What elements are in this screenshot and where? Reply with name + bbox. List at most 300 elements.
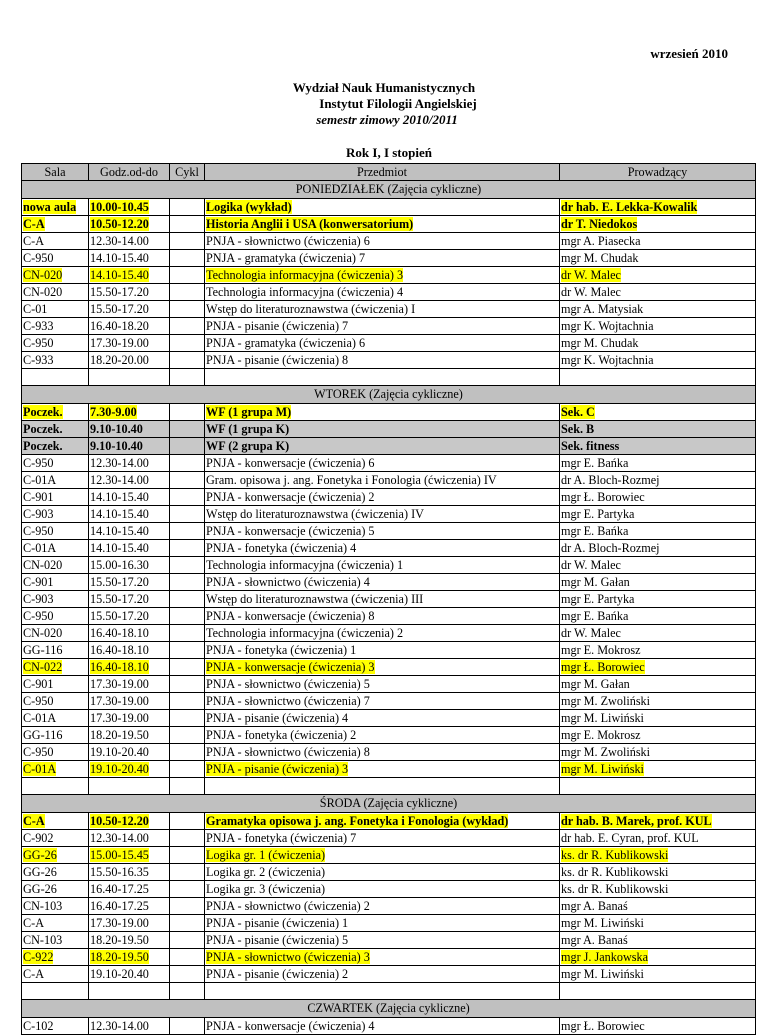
time-cell-text: 16.40-18.20: [90, 318, 149, 333]
time-cell-text: 14.10-15.40: [90, 506, 149, 521]
room-cell: [22, 523, 89, 540]
cycle-cell: [170, 335, 205, 352]
teacher-cell: [560, 216, 756, 233]
subject-cell: [205, 199, 560, 216]
cycle-cell: [170, 591, 205, 608]
time-cell-text: 19.10-20.40: [90, 966, 149, 981]
teacher-cell: [560, 574, 756, 591]
cycle-cell: [170, 761, 205, 778]
time-cell-text: 14.10-15.40: [90, 267, 149, 282]
time-cell-text: 12.30-14.00: [90, 233, 149, 248]
time-cell-text: 17.30-19.00: [90, 676, 149, 691]
teacher-cell: [560, 540, 756, 557]
time-cell: [89, 250, 170, 267]
teacher-cell-text: dr T. Niedokos: [561, 216, 638, 231]
subject-cell-text: PNJA - konwersacje (ćwiczenia) 4: [206, 1018, 375, 1033]
table-row: [22, 540, 756, 557]
time-cell-text: 15.50-17.20: [90, 284, 149, 299]
subject-cell: [205, 284, 560, 301]
room-cell: [22, 693, 89, 710]
subject-cell-text: PNJA - pisanie (ćwiczenia) 2: [206, 966, 349, 981]
teacher-cell-text: dr A. Bloch-Rozmej: [561, 472, 660, 487]
subject-cell-text: PNJA - gramatyka (ćwiczenia) 7: [206, 250, 366, 265]
room-cell-text: C-A: [23, 915, 44, 930]
subject-cell: [205, 949, 560, 966]
time-cell: [89, 932, 170, 949]
teacher-cell: [560, 284, 756, 301]
table-row: [22, 898, 756, 915]
time-cell: [89, 318, 170, 335]
subject-cell: [205, 318, 560, 335]
teacher-cell: [560, 455, 756, 472]
room-cell: [22, 813, 89, 830]
table-row: [22, 352, 756, 369]
subject-cell-text: Historia Anglii i USA (konwersatorium): [206, 216, 414, 231]
subject-cell-text: PNJA - konwersacje (ćwiczenia) 6: [206, 455, 375, 470]
column-header-przedmiot: Przedmiot: [205, 164, 560, 181]
teacher-cell: [560, 676, 756, 693]
teacher-cell: [560, 489, 756, 506]
subject-cell: [205, 693, 560, 710]
column-header-godz: Godz.od-do: [89, 164, 170, 181]
room-cell: [22, 932, 89, 949]
room-cell-text: C-A: [23, 813, 45, 828]
subject-cell-text: Logika (wykład): [206, 199, 292, 214]
time-cell-text: 18.20-20.00: [90, 352, 149, 367]
table-row: [22, 864, 756, 881]
room-cell: [22, 744, 89, 761]
empty-cell: [205, 778, 560, 795]
time-cell: [89, 301, 170, 318]
subject-cell-text: WF (1 grupa M): [206, 404, 292, 419]
day-header-row: [22, 181, 756, 199]
time-cell: [89, 710, 170, 727]
day-header-label: CZWARTEK (Zajęcia cykliczne): [22, 1000, 756, 1018]
room-cell-text: GG-26: [23, 864, 57, 879]
time-cell: [89, 625, 170, 642]
teacher-cell: [560, 744, 756, 761]
time-cell-text: 15.00-16.30: [90, 557, 149, 572]
teacher-cell-text: dr hab. B. Marek, prof. KUL: [561, 813, 712, 828]
time-cell: [89, 642, 170, 659]
teacher-cell-text: ks. dr R. Kublikowski: [561, 847, 669, 862]
room-cell-text: C-102: [23, 1018, 54, 1033]
cycle-cell: [170, 915, 205, 932]
cycle-cell: [170, 813, 205, 830]
cycle-cell: [170, 898, 205, 915]
time-cell: [89, 199, 170, 216]
document-date: wrzesień 2010: [650, 46, 728, 61]
time-cell: [89, 761, 170, 778]
institute-name: [0, 96, 768, 112]
table-row: [22, 455, 756, 472]
time-cell: [89, 352, 170, 369]
time-cell: [89, 949, 170, 966]
cycle-cell: [170, 693, 205, 710]
time-cell-text: 9.10-10.40: [90, 421, 143, 436]
teacher-cell: [560, 404, 756, 421]
teacher-cell-text: mgr J. Jankowska: [561, 949, 648, 964]
subject-cell: [205, 250, 560, 267]
empty-cell: [560, 778, 756, 795]
room-cell: [22, 250, 89, 267]
room-cell: [22, 404, 89, 421]
time-cell-text: 10.00-10.45: [90, 199, 149, 214]
subject-cell: [205, 335, 560, 352]
table-row: [22, 318, 756, 335]
time-cell-text: 18.20-19.50: [90, 949, 149, 964]
room-cell-text: C-01A: [23, 761, 57, 776]
room-cell: [22, 966, 89, 983]
day-header-label: WTOREK (Zajęcia cykliczne): [22, 386, 756, 404]
time-cell: [89, 676, 170, 693]
time-cell-text: 15.50-17.20: [90, 608, 149, 623]
room-cell-text: CN-020: [23, 557, 63, 572]
teacher-cell: [560, 659, 756, 676]
room-cell-text: Poczek.: [23, 421, 63, 436]
teacher-cell-text: mgr A. Piasecka: [561, 233, 641, 248]
room-cell: [22, 676, 89, 693]
teacher-cell: [560, 557, 756, 574]
room-cell: [22, 233, 89, 250]
cycle-cell: [170, 455, 205, 472]
cycle-cell: [170, 830, 205, 847]
time-cell-text: 12.30-14.00: [90, 455, 149, 470]
subject-cell-text: PNJA - fonetyka (ćwiczenia) 7: [206, 830, 357, 845]
day-header-row: [22, 795, 756, 813]
table-row: [22, 267, 756, 284]
room-cell-text: C-950: [23, 744, 54, 759]
subject-cell-text: Logika gr. 3 (ćwiczenia): [206, 881, 326, 896]
table-row: [22, 574, 756, 591]
time-cell-text: 9.10-10.40: [90, 438, 143, 453]
subject-cell: [205, 744, 560, 761]
subject-cell-text: PNJA - konwersacje (ćwiczenia) 3: [206, 659, 375, 674]
teacher-cell: [560, 898, 756, 915]
room-cell-text: C-A: [23, 233, 44, 248]
room-cell-text: C-950: [23, 523, 54, 538]
room-cell: [22, 199, 89, 216]
room-cell-text: GG-26: [23, 847, 57, 862]
teacher-cell-text: dr hab. E. Lekka-Kowalik: [561, 199, 698, 214]
table-row: [22, 625, 756, 642]
time-cell-text: 18.20-19.50: [90, 932, 149, 947]
semester-line: semestr zimowy 2010/2011: [316, 112, 458, 127]
room-cell: [22, 489, 89, 506]
table-row: [22, 608, 756, 625]
room-cell-text: C-950: [23, 250, 54, 265]
subject-cell-text: Technologia informacyjna (ćwiczenia) 2: [206, 625, 404, 640]
table-row: [22, 523, 756, 540]
subject-cell-text: WF (1 grupa K): [206, 421, 290, 436]
time-cell-text: 16.40-18.10: [90, 659, 149, 674]
room-cell: [22, 216, 89, 233]
subject-cell: [205, 557, 560, 574]
table-row: [22, 710, 756, 727]
subject-cell-text: PNJA - pisanie (ćwiczenia) 5: [206, 932, 349, 947]
teacher-cell: [560, 932, 756, 949]
room-cell-text: C-933: [23, 318, 54, 333]
room-cell-text: CN-020: [23, 267, 63, 282]
room-cell-text: C-950: [23, 608, 54, 623]
room-cell: [22, 608, 89, 625]
cycle-cell: [170, 659, 205, 676]
room-cell-text: C-A: [23, 966, 44, 981]
subject-cell: [205, 881, 560, 898]
subject-cell-text: PNJA - pisanie (ćwiczenia) 7: [206, 318, 349, 333]
empty-cell: [560, 983, 756, 1000]
room-cell: [22, 335, 89, 352]
time-cell-text: 17.30-19.00: [90, 915, 149, 930]
teacher-cell-text: mgr A. Banaś: [561, 932, 628, 947]
cycle-cell: [170, 523, 205, 540]
teacher-cell-text: mgr M. Liwiński: [561, 710, 644, 725]
room-cell: [22, 898, 89, 915]
subject-cell-text: PNJA - fonetyka (ćwiczenia) 2: [206, 727, 357, 742]
time-cell-text: 7.30-9.00: [90, 404, 137, 419]
teacher-cell: [560, 881, 756, 898]
teacher-cell-text: dr A. Bloch-Rozmej: [561, 540, 660, 555]
table-row: [22, 847, 756, 864]
time-cell: [89, 898, 170, 915]
cycle-cell: [170, 949, 205, 966]
semester-label: [0, 112, 768, 128]
table-row: [22, 642, 756, 659]
subject-cell-text: PNJA - pisanie (ćwiczenia) 8: [206, 352, 349, 367]
subject-cell-text: PNJA - konwersacje (ćwiczenia) 8: [206, 608, 375, 623]
room-cell: [22, 727, 89, 744]
teacher-cell: [560, 693, 756, 710]
cycle-cell: [170, 233, 205, 250]
subject-cell: [205, 352, 560, 369]
teacher-cell-text: mgr M. Liwiński: [561, 761, 644, 776]
subject-cell-text: PNJA - fonetyka (ćwiczenia) 1: [206, 642, 357, 657]
subject-cell: [205, 421, 560, 438]
teacher-cell-text: mgr E. Partyka: [561, 591, 635, 606]
column-header-prowadzacy: Prowadzący: [560, 164, 756, 181]
time-cell-text: 15.50-17.20: [90, 591, 149, 606]
room-cell-text: C-A: [23, 216, 45, 231]
subject-cell: [205, 1018, 560, 1035]
subject-cell-text: PNJA - fonetyka (ćwiczenia) 4: [206, 540, 357, 555]
time-cell: [89, 591, 170, 608]
teacher-cell-text: mgr A. Matysiak: [561, 301, 644, 316]
room-cell-text: Poczek.: [23, 438, 63, 453]
teacher-cell: [560, 301, 756, 318]
subject-cell: [205, 847, 560, 864]
subject-cell: [205, 727, 560, 744]
teacher-cell-text: mgr Ł. Borowiec: [561, 489, 645, 504]
teacher-cell-text: Sek. C: [561, 404, 595, 419]
subject-cell: [205, 830, 560, 847]
teacher-cell: [560, 727, 756, 744]
room-cell-text: C-922: [23, 949, 54, 964]
subject-cell-text: PNJA - gramatyka (ćwiczenia) 6: [206, 335, 366, 350]
subject-cell-text: PNJA - słownictwo (ćwiczenia) 5: [206, 676, 370, 691]
subject-cell-text: Technologia informacyjna (ćwiczenia) 1: [206, 557, 404, 572]
table-row: [22, 421, 756, 438]
empty-cell: [22, 983, 89, 1000]
subject-cell-text: Gram. opisowa j. ang. Fonetyka i Fonologia (ćwiczenia) IV: [206, 472, 497, 487]
subject-cell: [205, 676, 560, 693]
teacher-cell: [560, 591, 756, 608]
room-cell-text: CN-020: [23, 284, 63, 299]
teacher-cell: [560, 199, 756, 216]
table-row: [22, 659, 756, 676]
room-cell: [22, 881, 89, 898]
teacher-cell: [560, 233, 756, 250]
teacher-cell-text: mgr E. Partyka: [561, 506, 635, 521]
cycle-cell: [170, 625, 205, 642]
time-cell-text: 16.40-17.25: [90, 898, 149, 913]
room-cell: [22, 284, 89, 301]
empty-cell: [170, 369, 205, 386]
subject-cell-text: PNJA - konwersacje (ćwiczenia) 2: [206, 489, 375, 504]
teacher-cell: [560, 864, 756, 881]
room-cell: [22, 506, 89, 523]
cycle-cell: [170, 864, 205, 881]
table-row: [22, 404, 756, 421]
subject-cell: [205, 472, 560, 489]
subject-cell: [205, 267, 560, 284]
table-row: [22, 813, 756, 830]
subject-cell: [205, 506, 560, 523]
subject-cell-text: Logika gr. 2 (ćwiczenia): [206, 864, 326, 879]
subject-cell: [205, 864, 560, 881]
room-cell-text: C-933: [23, 352, 54, 367]
teacher-cell: [560, 710, 756, 727]
teacher-cell-text: dr W. Malec: [561, 267, 621, 282]
time-cell: [89, 284, 170, 301]
teacher-cell: [560, 318, 756, 335]
subject-cell-text: PNJA - słownictwo (ćwiczenia) 8: [206, 744, 370, 759]
teacher-cell-text: mgr M. Liwiński: [561, 966, 644, 981]
table-row: [22, 1018, 756, 1035]
cycle-cell: [170, 676, 205, 693]
blank-row: [22, 778, 756, 795]
room-cell: [22, 710, 89, 727]
subject-cell-text: PNJA - słownictwo (ćwiczenia) 7: [206, 693, 370, 708]
time-cell: [89, 506, 170, 523]
teacher-cell-text: mgr M. Gałan: [561, 676, 630, 691]
cycle-cell: [170, 199, 205, 216]
time-cell-text: 18.20-19.50: [90, 727, 149, 742]
cycle-cell: [170, 250, 205, 267]
teacher-cell: [560, 1018, 756, 1035]
cycle-cell: [170, 642, 205, 659]
room-cell-text: CN-020: [23, 625, 63, 640]
time-cell-text: 17.30-19.00: [90, 693, 149, 708]
faculty-name: [0, 80, 768, 96]
subject-cell: [205, 898, 560, 915]
room-cell: [22, 540, 89, 557]
teacher-cell: [560, 949, 756, 966]
teacher-cell-text: ks. dr R. Kublikowski: [561, 864, 669, 879]
schedule-table: [21, 163, 756, 1035]
institute-line: Instytut Filologii Angielskiej: [319, 96, 477, 111]
table-row: [22, 301, 756, 318]
subject-cell-text: PNJA - pisanie (ćwiczenia) 1: [206, 915, 349, 930]
cycle-cell: [170, 727, 205, 744]
cycle-cell: [170, 438, 205, 455]
time-cell-text: 14.10-15.40: [90, 250, 149, 265]
teacher-cell: [560, 830, 756, 847]
subject-cell-text: Gramatyka opisowa j. ang. Fonetyka i Fonologia (wykład): [206, 813, 509, 828]
table-row: [22, 438, 756, 455]
room-cell: [22, 659, 89, 676]
teacher-cell: [560, 847, 756, 864]
subject-cell: [205, 216, 560, 233]
subject-cell-text: Technologia informacyjna (ćwiczenia) 4: [206, 284, 404, 299]
subject-cell: [205, 625, 560, 642]
room-cell-text: C-901: [23, 676, 54, 691]
time-cell: [89, 540, 170, 557]
room-cell: [22, 557, 89, 574]
subject-cell: [205, 233, 560, 250]
room-cell-text: C-903: [23, 506, 54, 521]
time-cell-text: 15.50-17.20: [90, 574, 149, 589]
room-cell-text: C-903: [23, 591, 54, 606]
room-cell: [22, 642, 89, 659]
time-cell-text: 10.50-12.20: [90, 813, 149, 828]
teacher-cell: [560, 625, 756, 642]
teacher-cell-text: mgr E. Bańka: [561, 455, 629, 470]
cycle-cell: [170, 847, 205, 864]
teacher-cell-text: mgr M. Chudak: [561, 335, 639, 350]
subject-cell: [205, 301, 560, 318]
blank-row: [22, 369, 756, 386]
teacher-cell: [560, 761, 756, 778]
subject-cell-text: PNJA - słownictwo (ćwiczenia) 4: [206, 574, 370, 589]
teacher-cell-text: mgr E. Bańka: [561, 608, 629, 623]
time-cell-text: 12.30-14.00: [90, 830, 149, 845]
room-cell-text: C-901: [23, 489, 54, 504]
faculty-line: Wydział Nauk Humanistycznych: [292, 80, 476, 95]
time-cell-text: 10.50-12.20: [90, 216, 149, 231]
table-row: [22, 591, 756, 608]
table-row: [22, 506, 756, 523]
room-cell: [22, 949, 89, 966]
room-cell: [22, 915, 89, 932]
cycle-cell: [170, 574, 205, 591]
blank-row: [22, 983, 756, 1000]
teacher-cell-text: dr W. Malec: [561, 284, 621, 299]
cycle-cell: [170, 301, 205, 318]
time-cell: [89, 523, 170, 540]
room-cell: [22, 455, 89, 472]
subject-cell-text: Logika gr. 1 (ćwiczenia): [206, 847, 326, 862]
table-row: [22, 932, 756, 949]
table-row: [22, 881, 756, 898]
subject-cell: [205, 438, 560, 455]
time-cell-text: 19.10-20.40: [90, 744, 149, 759]
time-cell-text: 14.10-15.40: [90, 540, 149, 555]
time-cell: [89, 966, 170, 983]
room-cell: [22, 625, 89, 642]
room-cell: [22, 1018, 89, 1035]
table-row: [22, 216, 756, 233]
subject-cell-text: PNJA - słownictwo (ćwiczenia) 3: [206, 949, 370, 964]
subject-cell: [205, 523, 560, 540]
room-cell-text: GG-116: [23, 727, 63, 742]
teacher-cell: [560, 335, 756, 352]
column-header-cykl: Cykl: [170, 164, 205, 181]
cycle-cell: [170, 472, 205, 489]
teacher-cell-text: dr W. Malec: [561, 557, 621, 572]
room-cell: [22, 591, 89, 608]
teacher-cell-text: mgr K. Wojtachnia: [561, 318, 654, 333]
empty-cell: [205, 369, 560, 386]
